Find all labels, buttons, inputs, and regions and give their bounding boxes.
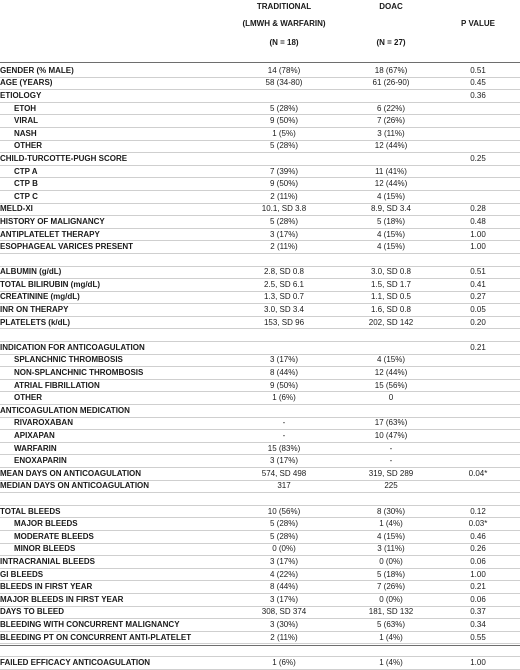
traditional-value: 3 (30%) xyxy=(222,619,346,632)
header-traditional-n: (N = 18) xyxy=(269,38,299,47)
row-label: MEAN DAYS ON ANTICOAGULATION xyxy=(0,468,222,481)
doac-value: 4 (15%) xyxy=(346,530,436,543)
row-label: AGE (YEARS) xyxy=(0,77,222,90)
traditional-value: 9 (50%) xyxy=(222,178,346,191)
row-label: ALBUMIN (g/dL) xyxy=(0,266,222,279)
doac-value: 17 (63%) xyxy=(346,417,436,430)
table-row xyxy=(0,442,520,455)
doac-value: 319, SD 289 xyxy=(346,468,436,481)
p-value xyxy=(436,115,520,128)
table-row xyxy=(0,153,520,166)
traditional-value: 5 (28%) xyxy=(222,102,346,115)
p-value xyxy=(436,442,520,455)
doac-value: 225 xyxy=(346,480,436,493)
table-row xyxy=(0,405,520,418)
table-row xyxy=(0,65,520,77)
traditional-value: 5 (28%) xyxy=(222,216,346,229)
traditional-value: 5 (28%) xyxy=(222,140,346,153)
traditional-value: 3 (17%) xyxy=(222,593,346,606)
table-row xyxy=(0,342,520,355)
row-label: GENDER (% MALE) xyxy=(0,65,222,77)
table-row xyxy=(0,656,520,669)
doac-value: - xyxy=(346,442,436,455)
row-label: CTP B xyxy=(0,178,222,191)
doac-value: 6 (22%) xyxy=(346,102,436,115)
traditional-value: 1.3, SD 0.7 xyxy=(222,291,346,304)
traditional-value: 9 (50%) xyxy=(222,379,346,392)
doac-value: 202, SD 142 xyxy=(346,316,436,329)
table-row xyxy=(0,253,520,266)
p-value xyxy=(436,190,520,203)
traditional-value: 3 (17%) xyxy=(222,455,346,468)
traditional-value: 2 (11%) xyxy=(222,241,346,254)
row-label: NASH xyxy=(0,127,222,140)
row-label: HISTORY OF MALIGNANCY xyxy=(0,216,222,229)
row-label: CTP C xyxy=(0,190,222,203)
row-label: CHILD-TURCOTTE-PUGH SCORE xyxy=(0,153,222,166)
doac-value: 11 (41%) xyxy=(346,165,436,178)
doac-value: 5 (18%) xyxy=(346,568,436,581)
p-value: 0.55 xyxy=(436,631,520,644)
p-value xyxy=(436,480,520,493)
doac-value: 10 (47%) xyxy=(346,430,436,443)
p-value: 0.27 xyxy=(436,291,520,304)
header-doac-n: (N = 27) xyxy=(376,38,406,47)
p-value: 0.51 xyxy=(436,266,520,279)
traditional-value xyxy=(222,342,346,355)
table-row xyxy=(0,291,520,304)
p-value xyxy=(436,165,520,178)
traditional-value xyxy=(222,90,346,103)
doac-value: 12 (44%) xyxy=(346,140,436,153)
results-table-body xyxy=(0,65,520,669)
row-label: SPLANCHNIC THROMBOSIS xyxy=(0,354,222,367)
p-value xyxy=(436,455,520,468)
doac-value: 1 (4%) xyxy=(346,631,436,644)
p-value: 0.51 xyxy=(436,65,520,77)
doac-value: 0 xyxy=(346,392,436,405)
row-label: BLEEDING PT ON CONCURRENT ANTI-PLATELET xyxy=(0,631,222,644)
p-value: 0.45 xyxy=(436,77,520,90)
doac-value: 0 (0%) xyxy=(346,593,436,606)
table-row xyxy=(0,530,520,543)
p-value xyxy=(436,417,520,430)
table-row xyxy=(0,304,520,317)
doac-value: 15 (56%) xyxy=(346,379,436,392)
doac-value xyxy=(346,253,436,266)
traditional-value: 0 (0%) xyxy=(222,543,346,556)
traditional-value: 15 (83%) xyxy=(222,442,346,455)
p-value: 1.00 xyxy=(436,241,520,254)
traditional-value: 9 (50%) xyxy=(222,115,346,128)
table-row xyxy=(0,354,520,367)
row-label: OTHER xyxy=(0,392,222,405)
doac-value: 1.5, SD 1.7 xyxy=(346,279,436,292)
table-row xyxy=(0,140,520,153)
doac-value: 18 (67%) xyxy=(346,65,436,77)
doac-value: 8 (30%) xyxy=(346,505,436,518)
p-value xyxy=(436,405,520,418)
row-label: BLEEDS IN FIRST YEAR xyxy=(0,581,222,594)
doac-value: 4 (15%) xyxy=(346,228,436,241)
row-label: MELD-XI xyxy=(0,203,222,216)
table-row xyxy=(0,203,520,216)
row-label: VIRAL xyxy=(0,115,222,128)
table-row xyxy=(0,480,520,493)
doac-value xyxy=(346,153,436,166)
p-value xyxy=(436,493,520,506)
table-row xyxy=(0,279,520,292)
table-row xyxy=(0,593,520,606)
row-label: BLEEDING WITH CONCURRENT MALIGNANCY xyxy=(0,619,222,632)
doac-value: 3 (11%) xyxy=(346,543,436,556)
traditional-value: 2.8, SD 0.8 xyxy=(222,266,346,279)
row-label: FAILED EFFICACY ANTICOAGULATION xyxy=(0,656,222,669)
p-value: 0.26 xyxy=(436,543,520,556)
traditional-value: 3 (17%) xyxy=(222,354,346,367)
row-label: INTRACRANIAL BLEEDS xyxy=(0,556,222,569)
traditional-value: 574, SD 498 xyxy=(222,468,346,481)
p-value: 0.06 xyxy=(436,556,520,569)
doac-value: 181, SD 132 xyxy=(346,606,436,619)
traditional-value: 4 (22%) xyxy=(222,568,346,581)
doac-value: 1.6, SD 0.8 xyxy=(346,304,436,317)
doac-value: 5 (18%) xyxy=(346,216,436,229)
row-label: TOTAL BLEEDS xyxy=(0,505,222,518)
row-label xyxy=(0,253,222,266)
table-row xyxy=(0,216,520,229)
doac-value: 1 (4%) xyxy=(346,518,436,531)
table-row xyxy=(0,392,520,405)
traditional-value: 3 (17%) xyxy=(222,228,346,241)
row-label: ESOPHAGEAL VARICES PRESENT xyxy=(0,241,222,254)
doac-value: 3.0, SD 0.8 xyxy=(346,266,436,279)
table-row xyxy=(0,581,520,594)
row-label: ETIOLOGY xyxy=(0,90,222,103)
traditional-value: 153, SD 96 xyxy=(222,316,346,329)
table-row xyxy=(0,316,520,329)
table-row xyxy=(0,556,520,569)
p-value: 0.25 xyxy=(436,153,520,166)
traditional-value: 2 (11%) xyxy=(222,631,346,644)
doac-value: 12 (44%) xyxy=(346,367,436,380)
table-row xyxy=(0,178,520,191)
row-label xyxy=(0,329,222,342)
p-value: 0.36 xyxy=(436,90,520,103)
row-label: INR ON THERAPY xyxy=(0,304,222,317)
row-label: PLATELETS (k/dL) xyxy=(0,316,222,329)
table-row xyxy=(0,367,520,380)
table-row xyxy=(0,266,520,279)
doac-value: 5 (63%) xyxy=(346,619,436,632)
traditional-value: 5 (28%) xyxy=(222,518,346,531)
row-label: NON-SPLANCHNIC THROMBOSIS xyxy=(0,367,222,380)
row-label: ETOH xyxy=(0,102,222,115)
row-label: MODERATE BLEEDS xyxy=(0,530,222,543)
table-row xyxy=(0,102,520,115)
p-value: 0.28 xyxy=(436,203,520,216)
p-value xyxy=(436,379,520,392)
doac-value xyxy=(346,329,436,342)
doac-value xyxy=(346,405,436,418)
header-traditional: TRADITIONAL xyxy=(256,2,312,11)
table-row xyxy=(0,468,520,481)
table-row xyxy=(0,430,520,443)
p-value: 0.46 xyxy=(436,530,520,543)
doac-value: 1 (4%) xyxy=(346,656,436,669)
doac-value: 61 (26-90) xyxy=(346,77,436,90)
doac-value xyxy=(346,493,436,506)
p-value xyxy=(436,354,520,367)
row-label: INDICATION FOR ANTICOAGULATION xyxy=(0,342,222,355)
table-row xyxy=(0,568,520,581)
row-label: TOTAL BILIRUBIN (mg/dL) xyxy=(0,279,222,292)
p-value: 0.05 xyxy=(436,304,520,317)
row-label: MINOR BLEEDS xyxy=(0,543,222,556)
row-label xyxy=(0,493,222,506)
table-row xyxy=(0,619,520,632)
p-value xyxy=(436,178,520,191)
p-value xyxy=(436,140,520,153)
row-label: ANTICOAGULATION MEDICATION xyxy=(0,405,222,418)
table-row xyxy=(0,505,520,518)
row-label: WARFARIN xyxy=(0,442,222,455)
traditional-value: 1 (5%) xyxy=(222,127,346,140)
p-value: 0.04* xyxy=(436,468,520,481)
p-value xyxy=(436,367,520,380)
table-row xyxy=(0,455,520,468)
table-row xyxy=(0,329,520,342)
traditional-value: 7 (39%) xyxy=(222,165,346,178)
traditional-value: 3 (17%) xyxy=(222,556,346,569)
table-row xyxy=(0,241,520,254)
row-label: ANTIPLATELET THERAPY xyxy=(0,228,222,241)
p-value: 0.06 xyxy=(436,593,520,606)
traditional-value: 1 (6%) xyxy=(222,392,346,405)
traditional-value xyxy=(222,493,346,506)
traditional-value: 2 (11%) xyxy=(222,190,346,203)
p-value xyxy=(436,329,520,342)
traditional-value: - xyxy=(222,417,346,430)
p-value: 0.41 xyxy=(436,279,520,292)
traditional-value xyxy=(222,405,346,418)
traditional-value: 308, SD 374 xyxy=(222,606,346,619)
p-value: 0.48 xyxy=(436,216,520,229)
doac-value: 7 (26%) xyxy=(346,581,436,594)
table-row xyxy=(0,417,520,430)
p-value: 0.37 xyxy=(436,606,520,619)
p-value xyxy=(436,253,520,266)
doac-value: 0 (0%) xyxy=(346,556,436,569)
row-label: CTP A xyxy=(0,165,222,178)
header-p-value: P VALUE xyxy=(461,19,495,28)
p-value: 0.21 xyxy=(436,342,520,355)
traditional-value: 3.0, SD 3.4 xyxy=(222,304,346,317)
p-value xyxy=(436,392,520,405)
doac-value: 4 (15%) xyxy=(346,190,436,203)
p-value: 0.34 xyxy=(436,619,520,632)
header-doac: DOAC xyxy=(379,2,403,11)
doac-value xyxy=(346,90,436,103)
traditional-value: - xyxy=(222,430,346,443)
table-row xyxy=(0,127,520,140)
p-value xyxy=(436,430,520,443)
row-label: MEDIAN DAYS ON ANTICOAGULATION xyxy=(0,480,222,493)
table-row xyxy=(0,606,520,619)
traditional-value: 10 (56%) xyxy=(222,505,346,518)
row-label: DAYS TO BLEED xyxy=(0,606,222,619)
p-value xyxy=(436,127,520,140)
p-value: 0.03* xyxy=(436,518,520,531)
doac-value: 4 (15%) xyxy=(346,241,436,254)
traditional-value: 317 xyxy=(222,480,346,493)
row-label: OTHER xyxy=(0,140,222,153)
doac-value: 8.9, SD 3.4 xyxy=(346,203,436,216)
table-row xyxy=(0,190,520,203)
p-value xyxy=(436,102,520,115)
p-value: 1.00 xyxy=(436,228,520,241)
doac-value: 4 (15%) xyxy=(346,354,436,367)
p-value: 0.21 xyxy=(436,581,520,594)
row-label: ATRIAL FIBRILLATION xyxy=(0,379,222,392)
table-row xyxy=(0,228,520,241)
row-label: MAJOR BLEEDS xyxy=(0,518,222,531)
traditional-value: 10.1, SD 3.8 xyxy=(222,203,346,216)
p-value: 0.12 xyxy=(436,505,520,518)
row-label: GI BLEEDS xyxy=(0,568,222,581)
results-table xyxy=(0,65,520,670)
header-rule xyxy=(0,62,520,63)
p-value: 0.20 xyxy=(436,316,520,329)
table-row xyxy=(0,90,520,103)
traditional-value: 2.5, SD 6.1 xyxy=(222,279,346,292)
traditional-value: 8 (44%) xyxy=(222,581,346,594)
header-traditional-sub: (LMWH & WARFARIN) xyxy=(242,19,326,28)
traditional-value: 14 (78%) xyxy=(222,65,346,77)
table-row xyxy=(0,165,520,178)
traditional-value xyxy=(222,329,346,342)
row-label: RIVAROXABAN xyxy=(0,417,222,430)
row-label: CREATININE (mg/dL) xyxy=(0,291,222,304)
traditional-value: 8 (44%) xyxy=(222,367,346,380)
doac-value: 12 (44%) xyxy=(346,178,436,191)
p-value: 1.00 xyxy=(436,568,520,581)
row-label: APIXAPAN xyxy=(0,430,222,443)
table-header xyxy=(0,0,520,62)
row-label: MAJOR BLEEDS IN FIRST YEAR xyxy=(0,593,222,606)
doac-value: 3 (11%) xyxy=(346,127,436,140)
doac-value: - xyxy=(346,455,436,468)
doac-value xyxy=(346,342,436,355)
table-row xyxy=(0,518,520,531)
table-row xyxy=(0,115,520,128)
traditional-value: 1 (6%) xyxy=(222,656,346,669)
table-row xyxy=(0,77,520,90)
table-row xyxy=(0,379,520,392)
traditional-value: 58 (34-80) xyxy=(222,77,346,90)
p-value: 1.00 xyxy=(436,656,520,669)
table-row xyxy=(0,493,520,506)
traditional-value: 5 (28%) xyxy=(222,530,346,543)
row-label: ENOXAPARIN xyxy=(0,455,222,468)
table-row xyxy=(0,543,520,556)
traditional-value xyxy=(222,253,346,266)
traditional-value xyxy=(222,153,346,166)
doac-value: 7 (26%) xyxy=(346,115,436,128)
doac-value: 1.1, SD 0.5 xyxy=(346,291,436,304)
table-row xyxy=(0,631,520,644)
